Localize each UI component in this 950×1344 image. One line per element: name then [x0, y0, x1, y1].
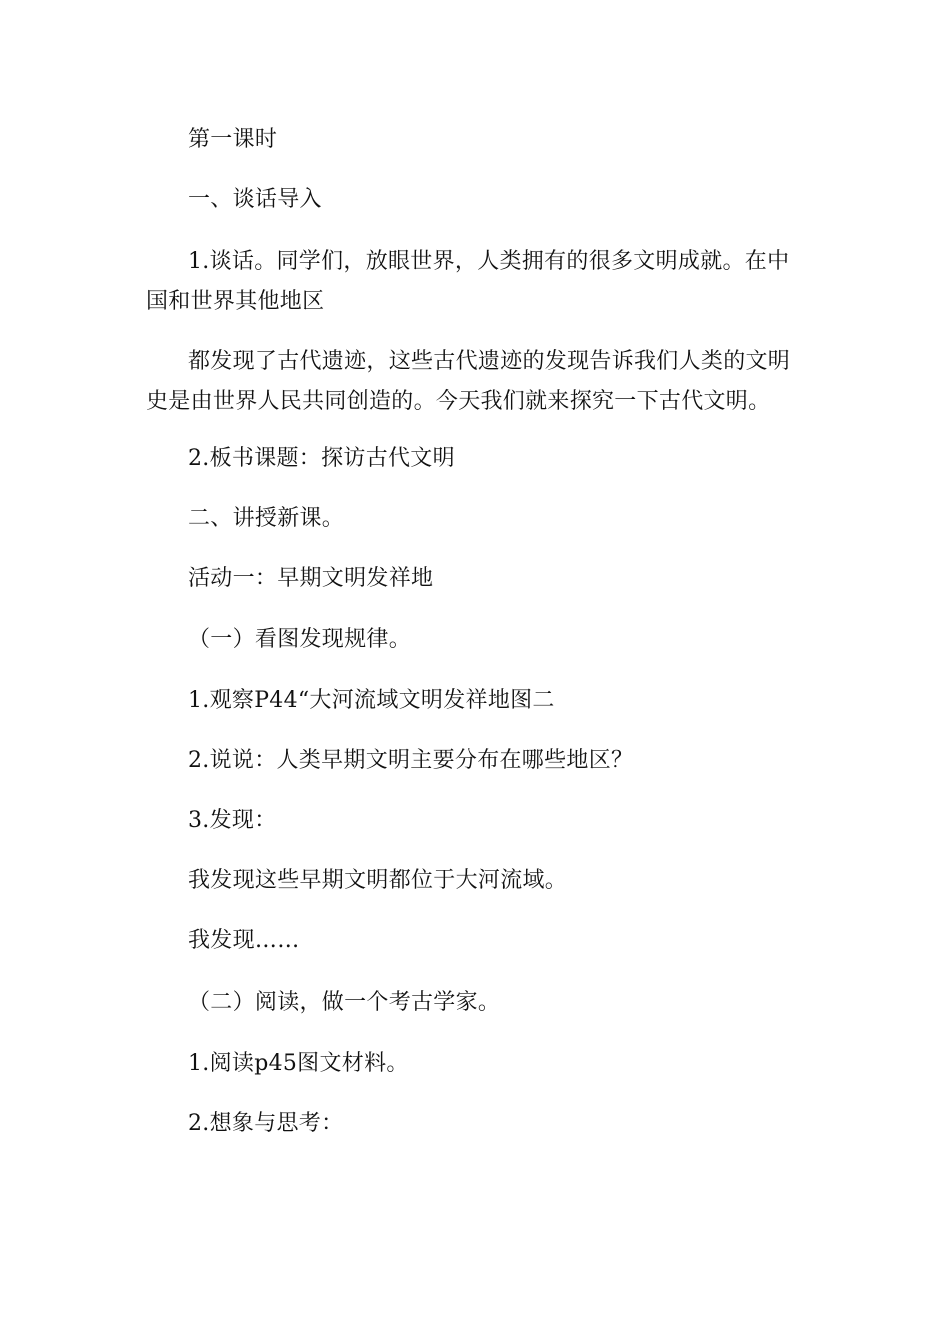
- paragraph-talk: 1.谈话。同学们，放眼世界，人类拥有的很多文明成就。在中国和世界其他地区: [146, 249, 790, 314]
- list-item-discover: 3.发现：: [188, 808, 277, 833]
- list-item-observe: 1.观察P44“大河流域文明发祥地图二: [188, 688, 555, 713]
- paragraph-ruins: 都发现了古代遗迹，这些古代遗迹的发现告诉我们人类的文明史是由世界人民共同创造的。今天我们就来探究一下古代文明。: [146, 349, 791, 414]
- section-heading-intro: 一、谈话导入: [188, 187, 322, 212]
- subsection-heading-observe: （一）看图发现规律。: [188, 627, 412, 652]
- section-heading-new-lesson: 二、讲授新课。: [188, 506, 345, 531]
- paragraph-board-title: 2.板书课题：探访古代文明: [188, 446, 455, 471]
- paragraph-finding-1: 我发现这些早期文明都位于大河流域。: [188, 868, 568, 893]
- list-item-read: 1.阅读p45图文材料。: [188, 1051, 409, 1076]
- list-item-imagine: 2.想象与思考：: [188, 1111, 344, 1136]
- activity-heading: 活动一：早期文明发祥地: [188, 566, 434, 591]
- paragraph-finding-2: 我发现……: [188, 928, 300, 953]
- subsection-heading-read: （二）阅读，做一个考古学家。: [188, 990, 501, 1015]
- lesson-title: 第一课时: [188, 127, 278, 152]
- list-item-discuss: 2.说说：人类早期文明主要分布在哪些地区？: [188, 748, 634, 773]
